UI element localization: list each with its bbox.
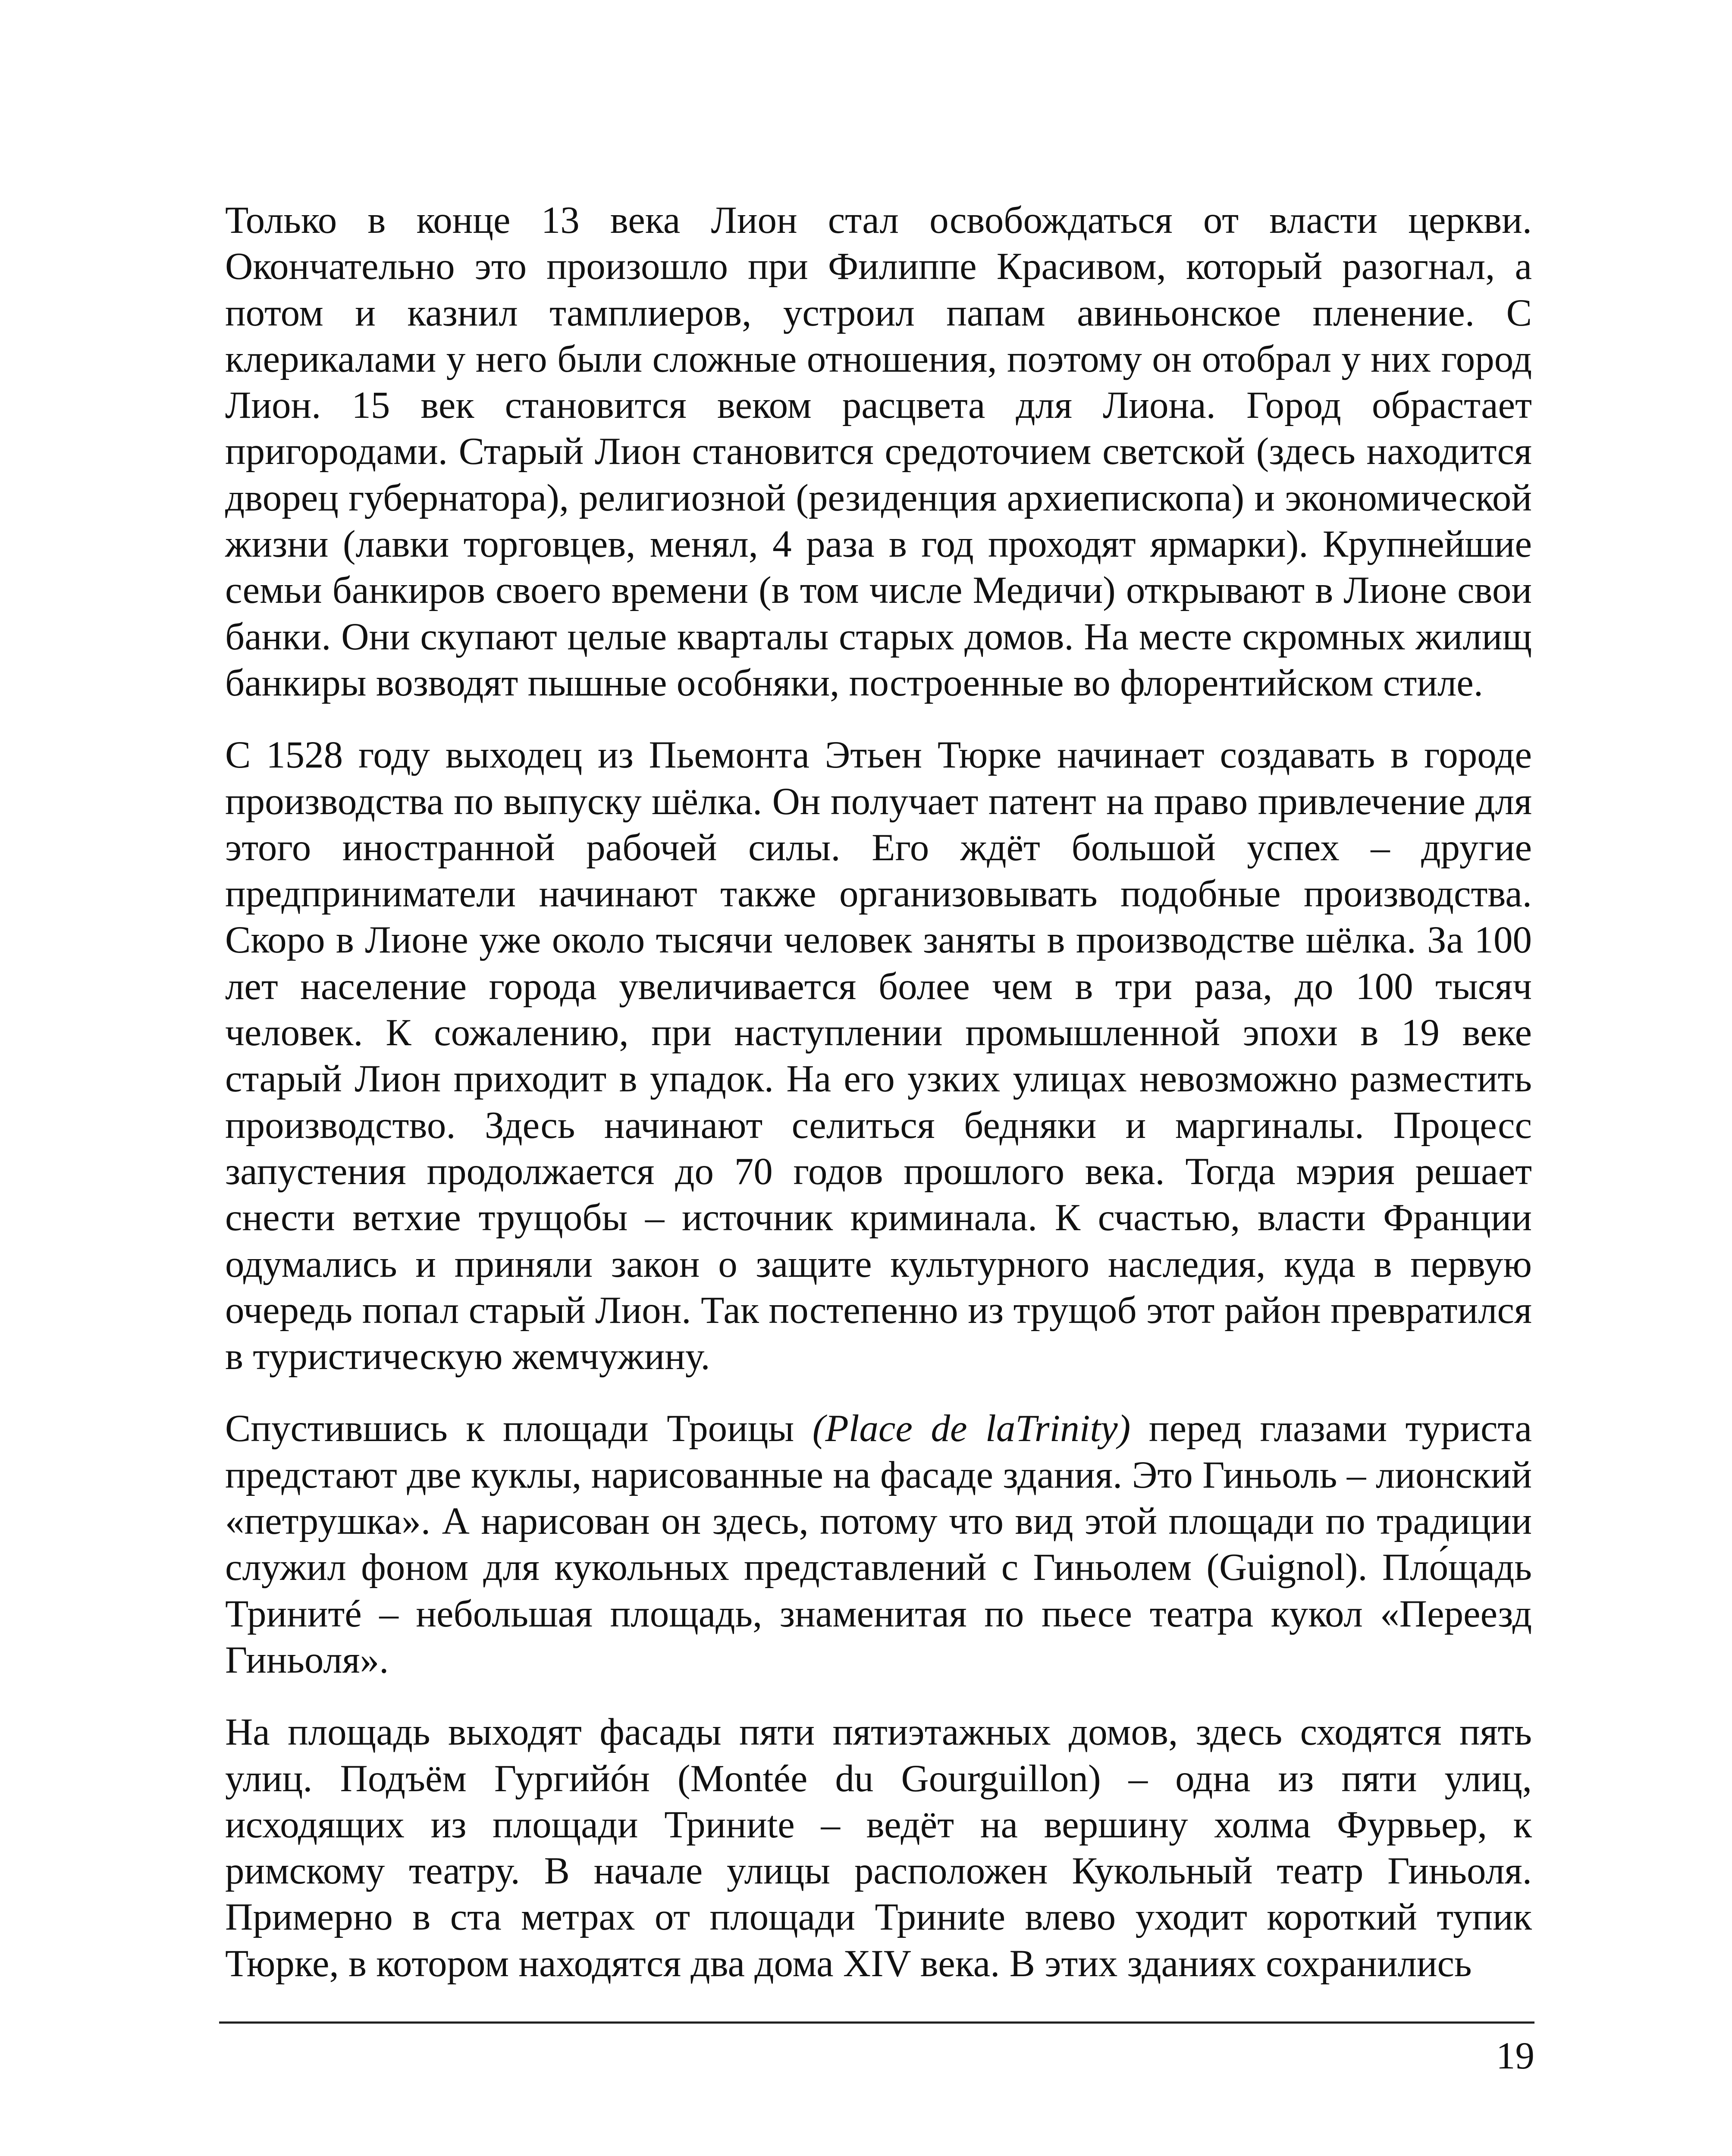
page-number: 19 bbox=[1496, 2035, 1534, 2077]
paragraph-2: С 1528 году выходец из Пьемонта Этьен Тюрке начинает создавать в городе производства по выпуску шёлка. Он получает патент на право привлечение для этого иностранной рабочей силы. Его ждёт большой успех – другие предприниматели начинают также организовывать подобные производства. Скоро в Лионе уже около тысячи человек заняты в производстве шёлка. За 100 лет население города увеличивается более чем в три раза, до 100 тысяч человек. К сожалению, при наступлении промышленной эпохи в 19 веке старый Лион приходит в упадок. На его узких улицах невозможно разместить производство. Здесь начинают селиться бедняки и маргиналы. Процесс запустения продолжается до 70 годов прошлого века. Тогда мэрия решает снести ветхие трущобы – источник криминала. К счастью, власти Франции одумались и приняли закон о защите культурного наследия, куда в первую очередь попал старый Лион. Так постепенно из трущоб этот район превратился в туристическую жемчужину. bbox=[225, 734, 1532, 1378]
paragraph-3 bbox=[225, 1406, 1532, 1683]
paragraph-3-start: Спустившись к площади Троицы bbox=[225, 1407, 813, 1450]
paragraph-4: На площадь выходят фасады пяти пятиэтажных домов, здесь сходятся пять улиц. Подъём Гургийóн (Montée du Gourguillon) – одна из пяти улиц, исходящих из площади Триниte – ведёт на вершину холма Фурвьер, к римскому театру. В начале улицы расположен Кукольный театр Гиньоля. Примерно в ста метрах от площади Триниte влево уходит короткий тупик Тюрке, в котором находятся два дома XIV века. В этих зданиях сохранились bbox=[225, 1711, 1532, 1985]
place-name-italic: (Place de laTrinity) bbox=[812, 1407, 1131, 1450]
paragraph-1: Только в конце 13 века Лион стал освобождаться от власти церкви. Окончательно это произошло при Филиппе Красивом, который разогнал, а потом и казнил тамплиеров, устроил папам авиньонское пленение. С клерикалами у него были сложные отношения, поэтому он отобрал у них город Лион. 15 век становится веком расцвета для Лиона. Город обрастает пригородами. Старый Лион становится средоточием светской (здесь находится дворец губернатора), религиозной (резиденция архиепископа) и экономической жизни (лавки торговцев, менял, 4 раза в год проходят ярмарки). Крупнейшие семьи банкиров своего времени (в том числе Медичи) открывают в Лионе свои банки. Они скупают целые кварталы старых домов. На месте скромных жилищ банкиры возводят пышные особняки, построенные во флорентийском стиле. bbox=[225, 199, 1532, 704]
paragraph-3-end: перед глазами туриста предстают две куклы, нарисованные на фасаде здания. Это Гиньоль – лионский «петрушка». А нарисован он здесь, потому что вид этой площади по традиции служил фоном для кукольных представлений с Гиньолем (Guignol). Пло́щадь Тринитé – небольшая площадь, знаменитая по пьесе театра кукол «Переезд Гиньоля». bbox=[225, 1407, 1532, 1681]
footer-divider bbox=[219, 2021, 1534, 2024]
body-text bbox=[225, 197, 1532, 2013]
